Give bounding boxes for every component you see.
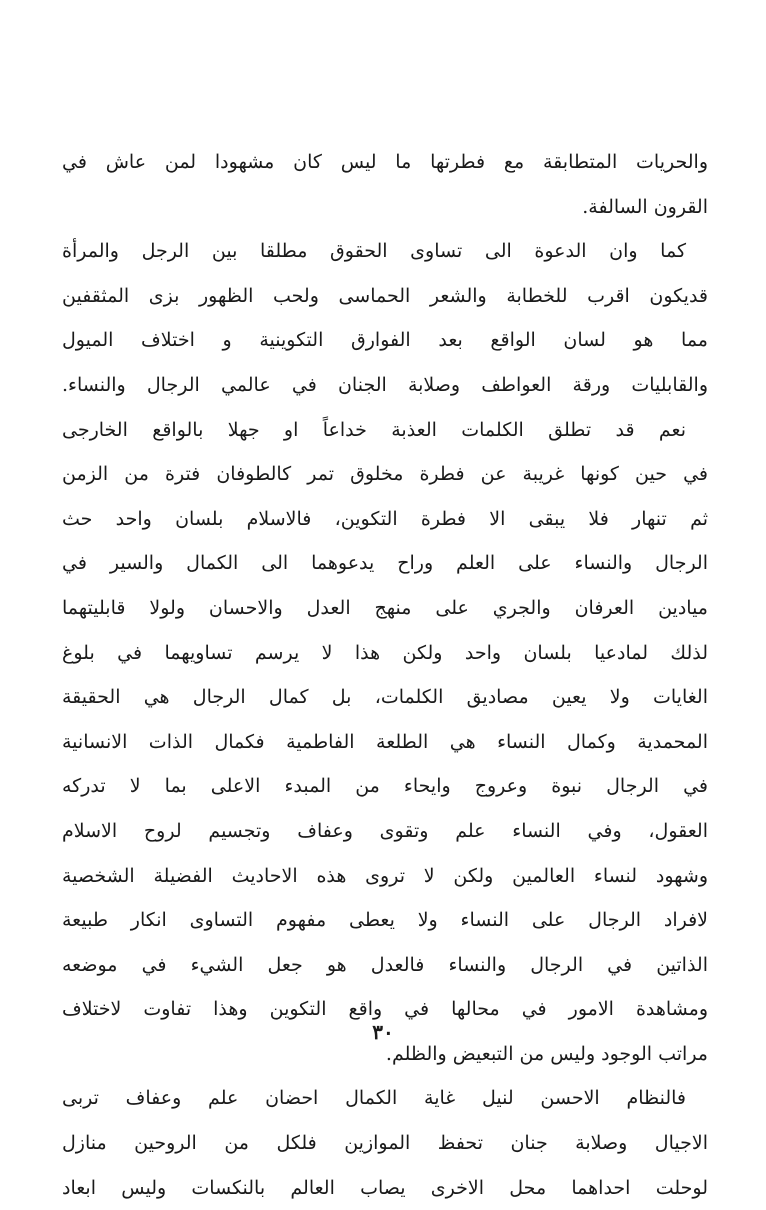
text-line: مراتب الوجود وليس من التبعيض والظلم. — [385, 1042, 708, 1065]
text-line: والقابليات ورقة العواطف وصلابة الجنان في عالمي الرجال والنساء. — [62, 373, 708, 396]
text-line: الذاتين في الرجال والنساء فالعدل هو جعل الشيء في موضعه — [62, 953, 708, 976]
text-line: القرون السالفة. — [582, 195, 708, 218]
text-line: نعم قد تطلق الكلمات العذبة خداعاً او جهلا بالواقع الخارجى — [62, 418, 686, 441]
text-line: في الرجال نبوة وعروج وايحاء من المبدء الاعلى بما لا تدركه — [62, 775, 708, 798]
text-line: ميادين العرفان والجري على منهج العدل والاحسان ولولا قابليتهما — [62, 596, 708, 619]
text-line: لوحلت احداهما محل الاخرى يصاب العالم بالنكسات وليس ابعاد — [62, 1176, 708, 1199]
body-text — [62, 140, 708, 1210]
text-line: قديكون اقرب للخطابة والشعر الحماسى ولحب الظهور بزى المثقفين — [62, 284, 708, 307]
text-line: المحمدية وكمال النساء هي الطلعة الفاطمية فكمال الذات الانسانية — [62, 730, 708, 753]
text-line: فالنظام الاحسن لنيل غاية الكمال احضان علم وعفاف تربى — [62, 1087, 686, 1110]
text-line: والحريات المتطابقة مع فطرتها ما ليس كان مشهودا لمن عاش في — [62, 151, 708, 173]
text-line: لذلك لمادعيا بلسان واحد ولكن هذا لا يرسم تساويهما في بلوغ — [62, 641, 708, 664]
text-line: الرجال والنساء على العلم وراح يدعوهما الى الكمال والسير في — [62, 552, 708, 575]
text-line: وشهود لنساء العالمين ولكن لا تروى هذه الاحاديث الفضيلة الشخصية — [62, 864, 708, 887]
page-number: ٣٠ — [372, 1020, 394, 1044]
text-line: العقول، وفي النساء علم وتقوى وعفاف وتجسيم لروح الاسلام — [62, 819, 708, 842]
text-line: كما وان الدعوة الى تساوى الحقوق مطلقا بين الرجل والمرأة — [62, 240, 686, 263]
text-line: الاجيال وصلابة جنان تحفظ الموازين فلكل من الروحين منازل — [62, 1132, 708, 1155]
text-line: الغايات ولا يعين مصاديق الكلمات، بل كمال الرجال هي الحقيقة — [62, 686, 708, 709]
text-line: في حين كونها غريبة عن فطرة مخلوق تمر كالطوفان فترة من الزمن — [62, 463, 708, 486]
text-line: ثم تنهار فلا يبقى الا فطرة التكوين، فالاسلام بلسان واحد حث — [62, 507, 708, 530]
text-line: ومشاهدة الامور في محالها في واقع التكوين وهذا تفاوت لاختلاف — [62, 998, 708, 1021]
text-line: مما هو لسان الواقع بعد الفوارق التكوينية و اختلاف الميول — [62, 329, 708, 352]
text-line: لافراد الرجال على النساء ولا يعطى مفهوم التساوى انكار طبيعة — [62, 909, 708, 932]
